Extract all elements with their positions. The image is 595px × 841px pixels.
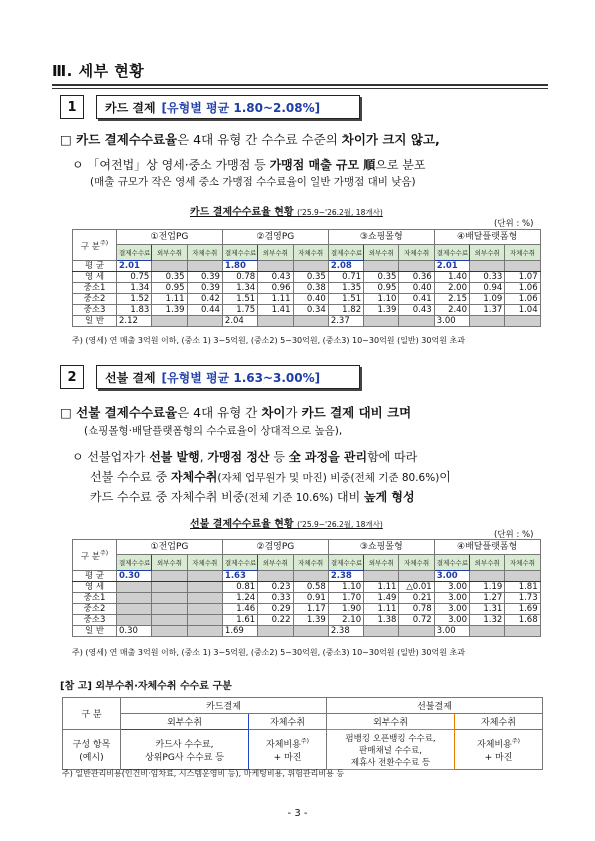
card-data-cell: 1.11 (258, 294, 293, 305)
prepaid-data-cell (152, 604, 187, 615)
prepaid-data-cell: 0.22 (258, 615, 293, 626)
ref-prepaid-internal-cell: 자체비용$^{주)}$ + 마진 (455, 730, 543, 770)
card-data-cell: 1.51 (328, 294, 363, 305)
card-data-cell: 0.35 (293, 272, 328, 283)
card-data-cell: 2.37 (328, 316, 363, 327)
card-section-number: 1 (60, 95, 84, 119)
prepaid-group-header: ②겸영PG (222, 540, 328, 555)
prepaid-data-cell: 1.70 (328, 593, 363, 604)
prepaid-fee-table (72, 539, 541, 637)
card-data-cell (152, 316, 187, 327)
card-category-header: 구 분$^{주)}$ (73, 230, 117, 261)
card-section-heading (96, 95, 360, 119)
prepaid-sub-header: 외부수취 (470, 555, 505, 571)
prepaid-heading-title: 선불 결제 (105, 370, 156, 385)
ref-category-header: 구 분 (63, 698, 121, 730)
prepaid-data-cell (152, 571, 187, 582)
prepaid-data-cell: 3.00 (434, 604, 469, 615)
card-data-cell: 0.35 (152, 272, 187, 283)
card-data-cell (258, 261, 293, 272)
card-data-cell: 0.34 (293, 305, 328, 316)
prepaid-bullet-2-line2: 선불 수수료 중 자체수취(자체 업무원가 및 마진) 비중(전체 기준 80.6%)이 (90, 470, 451, 484)
page-number: - 3 - (287, 808, 308, 819)
prepaid-data-cell: 1.68 (505, 615, 540, 626)
card-data-cell (187, 261, 222, 272)
prepaid-data-cell: 3.00 (434, 615, 469, 626)
ref-card-internal-header: 자체수취 (249, 714, 327, 730)
prepaid-data-cell: 1.27 (470, 593, 505, 604)
card-data-cell: 3.00 (434, 316, 469, 327)
card-data-cell (187, 316, 222, 327)
prepaid-table-row (73, 626, 541, 637)
prepaid-data-cell (364, 626, 399, 637)
card-data-cell: 2.00 (434, 283, 469, 294)
card-data-cell: 1.10 (364, 294, 399, 305)
reference-footnote: 주) 일반관리비용(인건비·임차료, 시스템운영비 등), 마케팅비용, 위험관리비용 등 (62, 769, 345, 778)
card-row-label: 중소2 (73, 294, 117, 305)
card-heading-title: 카드 결제 (105, 100, 156, 115)
card-sub-header: 자체수취 (505, 245, 540, 261)
prepaid-sub-header: 자체수취 (187, 555, 222, 571)
prepaid-data-cell (364, 571, 399, 582)
card-data-cell (293, 261, 328, 272)
card-data-cell: 2.12 (117, 316, 152, 327)
card-data-cell: 1.41 (258, 305, 293, 316)
card-table-row (73, 294, 541, 305)
card-group-header: ③쇼핑몰형 (328, 230, 434, 245)
card-sub-header: 자체수취 (187, 245, 222, 261)
card-row-label: 중소1 (73, 283, 117, 294)
card-data-cell: 1.83 (117, 305, 152, 316)
card-data-cell: 1.51 (222, 294, 257, 305)
prepaid-row-label: 중소2 (73, 604, 117, 615)
prepaid-sub-header: 외부수취 (258, 555, 293, 571)
prepaid-data-cell: 0.21 (399, 593, 434, 604)
prepaid-row-label: 일 반 (73, 626, 117, 637)
ref-prepaid-internal-header: 자체수취 (455, 714, 543, 730)
card-data-cell: 0.33 (470, 272, 505, 283)
prepaid-data-cell (117, 593, 152, 604)
card-data-cell: 2.01 (434, 261, 469, 272)
prepaid-row-label: 중소1 (73, 593, 117, 604)
prepaid-data-cell: 2.38 (328, 626, 363, 637)
prepaid-data-cell: 0.78 (399, 604, 434, 615)
ref-card-external-cell: 카드사 수수료, 상위PG사 수수료 등 (121, 730, 249, 770)
card-bullet-1: □ 카드 결제수수료율은 4대 유형 간 수수료 수준의 차이가 크지 않고, (60, 132, 440, 147)
prepaid-group-header: ①전업PG (117, 540, 223, 555)
card-data-cell: 1.34 (117, 283, 152, 294)
card-group-header: ②겸영PG (222, 230, 328, 245)
prepaid-group-header: ③쇼핑몰형 (328, 540, 434, 555)
prepaid-table-row (73, 582, 541, 593)
card-data-cell: 0.75 (117, 272, 152, 283)
card-data-cell: 0.95 (364, 283, 399, 294)
prepaid-bullet-1: □ 선불 결제수수료율은 4대 유형 간 차이가 카드 결제 대비 크며 (60, 405, 412, 420)
card-sub-header: 결제수수료 (117, 245, 152, 261)
prepaid-table-row (73, 593, 541, 604)
ref-card-external-header: 외부수취 (121, 714, 249, 730)
card-data-cell: 2.08 (328, 261, 363, 272)
prepaid-data-cell (187, 615, 222, 626)
prepaid-data-cell (470, 626, 505, 637)
card-bullet-2: ㅇ 「여전법」상 영세·중소 가맹점 등 가맹점 매출 규모 順으로 분포 (72, 158, 426, 172)
prepaid-data-cell: 0.29 (258, 604, 293, 615)
card-data-cell (505, 261, 540, 272)
card-row-label: 중소3 (73, 305, 117, 316)
ref-prepaid-external-cell: 펌뱅킹 오픈뱅킹 수수료, 판매채널 수수료, 제휴사 전환수수료 등 (327, 730, 455, 770)
prepaid-data-cell: 1.69 (505, 604, 540, 615)
prepaid-sub-header: 외부수취 (152, 555, 187, 571)
prepaid-data-cell: 1.49 (364, 593, 399, 604)
card-data-cell: 2.40 (434, 305, 469, 316)
prepaid-bullet-1-note: (쇼핑몰형·배달플랫폼형의 수수료율이 상대적으로 높음), (84, 425, 343, 437)
prepaid-sub-header: 자체수취 (293, 555, 328, 571)
card-data-cell (258, 316, 293, 327)
card-data-cell: 1.35 (328, 283, 363, 294)
ref-prepaid-external-header: 외부수취 (327, 714, 455, 730)
prepaid-data-cell: 1.73 (505, 593, 540, 604)
card-data-cell: 0.44 (187, 305, 222, 316)
card-data-cell: 1.06 (505, 283, 540, 294)
card-sub-header: 외부수취 (152, 245, 187, 261)
prepaid-table-row (73, 604, 541, 615)
prepaid-data-cell: 1.39 (293, 615, 328, 626)
prepaid-row-label: 평 균 (73, 571, 117, 582)
ref-row-label: 구성 항목 (예시) (63, 730, 121, 770)
card-sub-header: 자체수취 (399, 245, 434, 261)
prepaid-data-cell (187, 604, 222, 615)
ref-card-internal-cell: 자체비용$^{주)}$ + 마진 (249, 730, 327, 770)
card-data-cell: 0.40 (293, 294, 328, 305)
prepaid-heading-average: [유형별 평균 1.63~3.00%] (161, 370, 321, 385)
prepaid-data-cell (117, 582, 152, 593)
card-row-label: 평 균 (73, 261, 117, 272)
card-data-cell: 0.95 (152, 283, 187, 294)
prepaid-data-cell: 3.00 (434, 593, 469, 604)
card-sub-header: 외부수취 (470, 245, 505, 261)
card-table-caption: 카드 결제수수료율 현황 ('25.9~'26.2월, 18개사) (190, 207, 383, 218)
card-heading-average: [유형별 평균 1.80~2.08%] (161, 100, 321, 115)
card-data-cell: 1.11 (152, 294, 187, 305)
card-data-cell: 1.80 (222, 261, 257, 272)
prepaid-data-cell (293, 571, 328, 582)
prepaid-data-cell (117, 615, 152, 626)
card-data-cell: 1.52 (117, 294, 152, 305)
card-data-cell: 1.04 (505, 305, 540, 316)
prepaid-data-cell (399, 571, 434, 582)
card-row-label: 일 반 (73, 316, 117, 327)
card-data-cell: 1.75 (222, 305, 257, 316)
prepaid-data-cell: 2.38 (328, 571, 363, 582)
prepaid-category-header: 구 분$^{주)}$ (73, 540, 117, 571)
prepaid-sub-header: 자체수취 (399, 555, 434, 571)
card-data-cell (399, 316, 434, 327)
card-data-cell (505, 316, 540, 327)
prepaid-section-heading (96, 365, 360, 389)
card-data-cell: 0.42 (187, 294, 222, 305)
prepaid-data-cell (258, 626, 293, 637)
card-data-cell: 0.39 (187, 283, 222, 294)
prepaid-sub-header: 결제수수료 (117, 555, 152, 571)
prepaid-data-cell: 0.58 (293, 582, 328, 593)
prepaid-data-cell (293, 626, 328, 637)
prepaid-data-cell: 1.10 (328, 582, 363, 593)
prepaid-data-cell: 1.46 (222, 604, 257, 615)
prepaid-data-cell: 1.11 (364, 604, 399, 615)
card-data-cell: 0.35 (364, 272, 399, 283)
prepaid-sub-header: 결제수수료 (222, 555, 257, 571)
prepaid-data-cell (505, 571, 540, 582)
prepaid-table-row (73, 571, 541, 582)
card-group-header: ①전업PG (117, 230, 223, 245)
prepaid-data-cell (258, 571, 293, 582)
card-table-row (73, 261, 541, 272)
prepaid-sub-header: 결제수수료 (328, 555, 363, 571)
card-footnote: 주) (영세) 연 매출 3억원 이하, (중소 1) 3~5억원, (중소2) 5~30억원, (중소3) 10~30억원 (일반) 30억원 초과 (72, 336, 465, 345)
card-data-cell: 1.82 (328, 305, 363, 316)
card-data-cell: 1.40 (434, 272, 469, 283)
prepaid-data-cell: 0.30 (117, 571, 152, 582)
prepaid-data-cell: 0.81 (222, 582, 257, 593)
card-group-header: ④배달플랫폼형 (434, 230, 540, 245)
card-data-cell: 0.39 (187, 272, 222, 283)
prepaid-data-cell (187, 593, 222, 604)
ref-prepaid-header: 선불결제 (327, 698, 543, 714)
card-data-cell (364, 261, 399, 272)
card-data-cell: 0.43 (399, 305, 434, 316)
prepaid-data-cell (152, 626, 187, 637)
card-data-cell: 2.15 (434, 294, 469, 305)
card-data-cell: 1.39 (364, 305, 399, 316)
card-data-cell (470, 316, 505, 327)
card-sub-header: 결제수수료 (434, 245, 469, 261)
card-data-cell: 1.07 (505, 272, 540, 283)
prepaid-data-cell: 1.81 (505, 582, 540, 593)
prepaid-data-cell: 3.00 (434, 626, 469, 637)
reference-title: [참 고] 외부수취·자체수취 수수료 구분 (60, 681, 232, 692)
prepaid-data-cell: 1.17 (293, 604, 328, 615)
prepaid-data-cell (152, 615, 187, 626)
card-data-cell: 0.38 (293, 283, 328, 294)
card-sub-header: 외부수취 (258, 245, 293, 261)
section-rule (52, 84, 548, 86)
card-table-unit: (단위 : %) (494, 219, 534, 229)
card-table-row (73, 316, 541, 327)
prepaid-data-cell: 2.10 (328, 615, 363, 626)
prepaid-data-cell: 1.38 (364, 615, 399, 626)
section-rule-thin (52, 88, 548, 89)
card-data-cell (152, 261, 187, 272)
card-data-cell: 0.40 (399, 283, 434, 294)
card-data-cell: 0.36 (399, 272, 434, 283)
card-sub-header: 자체수취 (293, 245, 328, 261)
card-bullet-2-note: (매출 규모가 작은 영세 중소 가맹점 수수료율이 일반 가맹점 대비 낮음) (90, 176, 416, 188)
card-data-cell: 1.39 (152, 305, 187, 316)
prepaid-table-caption: 선불 결제수수료율 현황 ('25.9~'26.2월, 18개사) (190, 519, 383, 530)
prepaid-table-row (73, 615, 541, 626)
card-sub-header: 외부수취 (364, 245, 399, 261)
prepaid-table-unit: (단위 : %) (494, 530, 534, 540)
ref-card-header: 카드결제 (121, 698, 327, 714)
card-table-row (73, 305, 541, 316)
card-data-cell: 0.71 (328, 272, 363, 283)
prepaid-data-cell (505, 626, 540, 637)
card-data-cell (364, 316, 399, 327)
prepaid-data-cell (152, 593, 187, 604)
prepaid-data-cell: 1.61 (222, 615, 257, 626)
card-data-cell: 0.43 (258, 272, 293, 283)
prepaid-data-cell: 0.91 (293, 593, 328, 604)
card-data-cell: 0.41 (399, 294, 434, 305)
card-row-label: 영 세 (73, 272, 117, 283)
prepaid-bullet-2-line3: 카드 수수료 중 자체수취 비중(전체 기준 10.6%) 대비 높게 형성 (90, 490, 415, 504)
prepaid-group-header: ④배달플랫폼형 (434, 540, 540, 555)
prepaid-sub-header: 결제수수료 (434, 555, 469, 571)
prepaid-section-number: 2 (60, 365, 84, 389)
prepaid-data-cell: △0.01 (399, 582, 434, 593)
prepaid-row-label: 영 세 (73, 582, 117, 593)
card-sub-header: 결제수수료 (222, 245, 257, 261)
prepaid-data-cell: 1.11 (364, 582, 399, 593)
prepaid-data-cell: 0.72 (399, 615, 434, 626)
prepaid-sub-header: 자체수취 (505, 555, 540, 571)
prepaid-data-cell (470, 571, 505, 582)
card-table-row (73, 272, 541, 283)
prepaid-footnote: 주) (영세) 연 매출 3억원 이하, (중소 1) 3~5억원, (중소2) 5~30억원, (중소3) 10~30억원 (일반) 30억원 초과 (72, 648, 465, 657)
prepaid-data-cell (117, 604, 152, 615)
card-sub-header: 결제수수료 (328, 245, 363, 261)
prepaid-data-cell: 1.63 (222, 571, 257, 582)
prepaid-data-cell (152, 582, 187, 593)
card-data-cell: 1.09 (470, 294, 505, 305)
prepaid-bullet-2-line1: ㅇ 선불업자가 선불 발행, 가맹점 정산 등 全 과정을 관리함에 따라 (72, 450, 418, 464)
prepaid-data-cell: 1.24 (222, 593, 257, 604)
card-data-cell: 2.04 (222, 316, 257, 327)
prepaid-data-cell: 3.00 (434, 582, 469, 593)
prepaid-data-cell (399, 626, 434, 637)
prepaid-data-cell: 1.90 (328, 604, 363, 615)
card-data-cell: 2.01 (117, 261, 152, 272)
card-data-cell: 1.06 (505, 294, 540, 305)
card-data-cell: 0.78 (222, 272, 257, 283)
prepaid-data-cell: 1.31 (470, 604, 505, 615)
prepaid-data-cell: 0.30 (117, 626, 152, 637)
prepaid-data-cell: 0.33 (258, 593, 293, 604)
reference-table (62, 697, 543, 770)
section-title: Ⅲ. 세부 현황 (52, 62, 145, 80)
prepaid-sub-header: 외부수취 (364, 555, 399, 571)
prepaid-data-cell (187, 571, 222, 582)
prepaid-data-cell: 1.19 (470, 582, 505, 593)
prepaid-data-cell (187, 582, 222, 593)
card-data-cell: 0.94 (470, 283, 505, 294)
prepaid-data-cell: 0.23 (258, 582, 293, 593)
card-data-cell (399, 261, 434, 272)
card-table-row (73, 283, 541, 294)
card-data-cell: 1.37 (470, 305, 505, 316)
prepaid-row-label: 중소3 (73, 615, 117, 626)
card-data-cell: 1.34 (222, 283, 257, 294)
prepaid-data-cell: 3.00 (434, 571, 469, 582)
prepaid-data-cell: 1.69 (222, 626, 257, 637)
card-data-cell (293, 316, 328, 327)
prepaid-data-cell (187, 626, 222, 637)
prepaid-data-cell: 1.32 (470, 615, 505, 626)
card-data-cell (470, 261, 505, 272)
card-fee-table (72, 229, 541, 327)
card-data-cell: 0.96 (258, 283, 293, 294)
